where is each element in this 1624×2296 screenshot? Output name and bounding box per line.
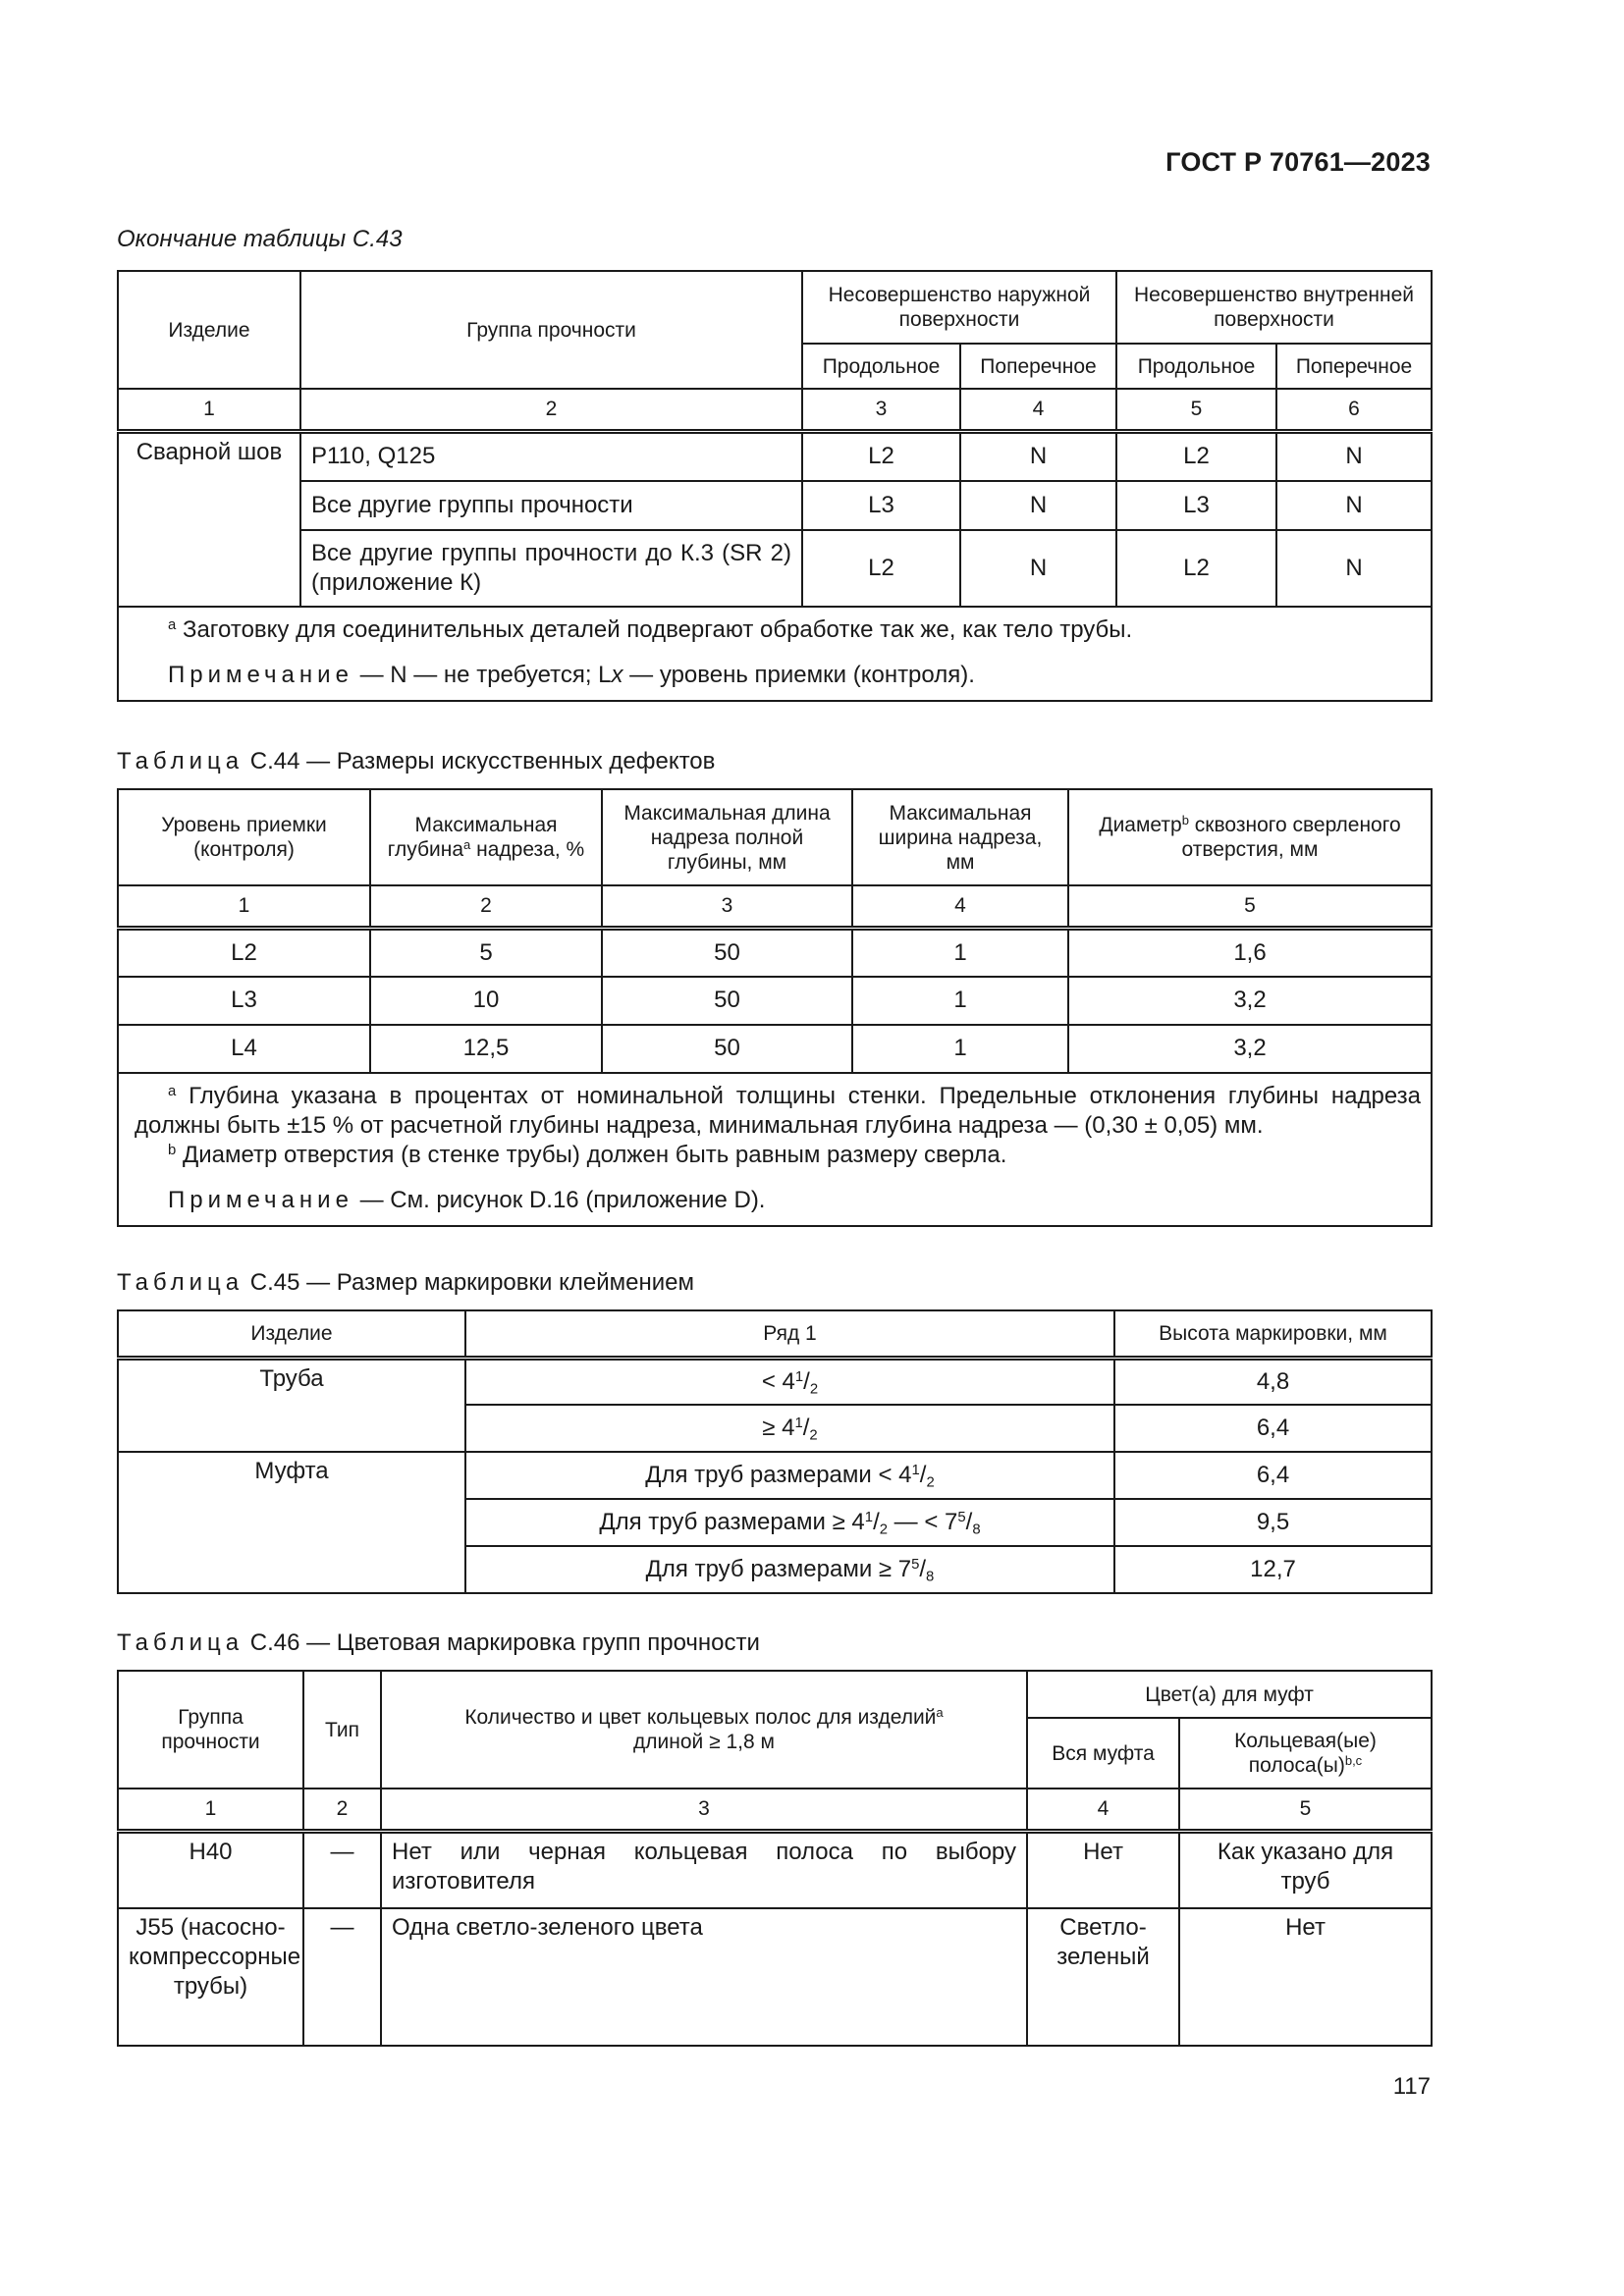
- caption-label: Таблица: [117, 1269, 244, 1296]
- table-row: [118, 1832, 1432, 1908]
- note-label: Примечание: [168, 661, 353, 688]
- table-c43-caption: Окончание таблицы С.43: [117, 226, 403, 252]
- header-stripes: [381, 1671, 1027, 1789]
- document-id: ГОСТ Р 70761—2023: [1165, 147, 1431, 177]
- value-cell: 12,5: [370, 1025, 602, 1073]
- fraction-numerator: 1: [911, 1462, 920, 1478]
- fraction-numerator: 1: [864, 1509, 874, 1525]
- item-coupling-cell: Муфта: [118, 1452, 465, 1593]
- footnote-cell: [118, 1073, 1432, 1226]
- value-cell: 12,7: [1114, 1546, 1432, 1593]
- size-text: < 4: [761, 1367, 795, 1395]
- fraction-slash: /: [803, 1367, 810, 1395]
- footnote-row: [118, 607, 1432, 701]
- header-text: надреза, %: [470, 838, 585, 861]
- value-cell: 1: [852, 977, 1068, 1025]
- caption-label: Таблица: [117, 1629, 244, 1656]
- column-number: 2: [300, 389, 802, 432]
- value-cell: N: [960, 432, 1116, 481]
- size-text: Для труб размерами ≥ 7: [645, 1556, 912, 1582]
- header-text: Максимальная глубина: [387, 814, 558, 861]
- header-mark-height: Высота маркировки, мм: [1114, 1310, 1432, 1358]
- column-number: 1: [118, 1789, 303, 1832]
- table-note: [135, 1186, 1421, 1215]
- footnote-b: [135, 1141, 1421, 1170]
- header-outer-long: Продольное: [802, 344, 960, 389]
- value-cell: N: [960, 481, 1116, 530]
- value-cell: 50: [602, 977, 852, 1025]
- table-row: [118, 481, 1432, 530]
- coupling-color-cell: Нет: [1027, 1832, 1179, 1908]
- value-cell: N: [960, 530, 1116, 607]
- header-outer-trans: Поперечное: [960, 344, 1116, 389]
- column-numbers-row: [118, 885, 1432, 929]
- value-cell: N: [1276, 530, 1432, 607]
- page-number: 117: [1392, 2073, 1431, 2100]
- header-acceptance-level: Уровень приемки (контроля): [118, 789, 370, 885]
- size-text: ≥ 4: [762, 1415, 795, 1441]
- value-cell: L3: [802, 481, 960, 530]
- header-text: Диаметр: [1099, 814, 1182, 836]
- footnote-row: [118, 1073, 1432, 1226]
- column-number: 5: [1179, 1789, 1432, 1832]
- table-row: [118, 432, 1432, 481]
- header-text: сквозного сверленого отверстия, мм: [1181, 814, 1401, 861]
- fraction-slash: /: [919, 1462, 927, 1488]
- note-text-b: — уровень приемки (контроля).: [623, 661, 975, 688]
- group-cell: Н40: [118, 1832, 303, 1908]
- header-inner-trans: Поперечное: [1276, 344, 1432, 389]
- table-note: [135, 661, 1421, 690]
- fraction-denominator: 2: [926, 1474, 935, 1491]
- group-cell: Все другие группы прочности: [300, 481, 802, 530]
- value-cell: 3,2: [1068, 977, 1432, 1025]
- caption-label: Таблица: [117, 748, 244, 774]
- footnote-a: [135, 1082, 1421, 1141]
- footnote-mark: b: [168, 1142, 177, 1158]
- footnote-mark: a: [936, 1704, 944, 1720]
- fraction-slash: /: [802, 1415, 810, 1441]
- note-text-a: — N — не требуется; L: [352, 661, 612, 688]
- column-number: 4: [960, 389, 1116, 432]
- value-cell: L2: [802, 530, 960, 607]
- fraction-slash: /: [873, 1509, 880, 1535]
- header-strength-group: Группа прочности: [118, 1671, 303, 1789]
- footnote-text: Глубина указана в процентах от номинальной толщины стенки. Предельные отклонения глубины надреза должны быть ±15 % от расчетной глубины надреза, минимальная глубина надреза — (0,30 ± 0,05) мм.: [135, 1082, 1421, 1139]
- value-cell: 5: [370, 929, 602, 977]
- header-outer-surface: Несовершенство наружной поверхности: [802, 271, 1116, 344]
- footnote-mark: b: [1181, 812, 1189, 828]
- footnote-mark: a: [463, 836, 471, 852]
- value-cell: 1,6: [1068, 929, 1432, 977]
- value-cell: L2: [802, 432, 960, 481]
- column-number: 1: [118, 389, 300, 432]
- table-c44-caption: [117, 747, 715, 776]
- column-number: 2: [370, 885, 602, 929]
- fraction-numerator: 5: [911, 1556, 920, 1573]
- fraction-slash: /: [919, 1556, 927, 1582]
- value-cell: 50: [602, 929, 852, 977]
- group-cell: J55 (насосно-компрессорные трубы): [118, 1908, 303, 2046]
- table-row: [118, 929, 1432, 977]
- table-c45-caption: [117, 1268, 694, 1298]
- header-max-depth: [370, 789, 602, 885]
- document-page: [117, 0, 1431, 2296]
- fraction-denominator: 8: [926, 1569, 935, 1585]
- header-ring-stripes: [1179, 1718, 1432, 1789]
- footnote-mark: b,c: [1344, 1752, 1363, 1768]
- size-cell: [465, 1499, 1114, 1546]
- value-cell: 6,4: [1114, 1405, 1432, 1452]
- table-c45: [117, 1309, 1433, 1594]
- table-row: [118, 1025, 1432, 1073]
- type-cell: —: [303, 1832, 381, 1908]
- header-item: Изделие: [118, 1310, 465, 1358]
- value-cell: L3: [118, 977, 370, 1025]
- ring-stripe-cell: Нет: [1179, 1908, 1432, 2046]
- value-cell: 3,2: [1068, 1025, 1432, 1073]
- column-number: 3: [802, 389, 960, 432]
- fraction-numerator: 1: [794, 1368, 804, 1385]
- header-text: длиной ≥ 1,8 м: [633, 1731, 775, 1753]
- size-cell: [465, 1546, 1114, 1593]
- header-type: Тип: [303, 1671, 381, 1789]
- caption-text: С.44 — Размеры искусственных дефектов: [244, 748, 716, 774]
- value-cell: N: [1276, 481, 1432, 530]
- value-cell: 4,8: [1114, 1358, 1432, 1405]
- footnote-text: Диаметр отверстия (в стенке трубы) должен быть равным размеру сверла.: [176, 1141, 1007, 1168]
- value-cell: 50: [602, 1025, 852, 1073]
- column-number: 6: [1276, 389, 1432, 432]
- type-cell: —: [303, 1908, 381, 2046]
- column-number: 4: [852, 885, 1068, 929]
- coupling-color-cell: Светло-зеленый: [1027, 1908, 1179, 2046]
- table-row: [118, 1452, 1432, 1499]
- header-hole-diameter: [1068, 789, 1432, 885]
- header-max-width: Максимальная ширина надреза, мм: [852, 789, 1068, 885]
- header-row-1: Ряд 1: [465, 1310, 1114, 1358]
- group-cell: Р110, Q125: [300, 432, 802, 481]
- item-name-cell: Сварной шов: [118, 432, 300, 607]
- group-cell: Все другие группы прочности до К.3 (SR 2) (приложение К): [300, 530, 802, 607]
- value-cell: 10: [370, 977, 602, 1025]
- size-text: — < 7: [888, 1509, 958, 1535]
- column-number: 5: [1068, 885, 1432, 929]
- table-row: [118, 1358, 1432, 1405]
- header-text: Количество и цвет кольцевых полос для изделий: [464, 1706, 937, 1729]
- column-number: 3: [602, 885, 852, 929]
- value-cell: L4: [118, 1025, 370, 1073]
- size-text: Для труб размерами ≥ 4: [599, 1509, 865, 1535]
- header-item: Изделие: [118, 271, 300, 389]
- note-text: — См. рисунок D.16 (приложение D).: [352, 1186, 766, 1213]
- caption-text: С.46 — Цветовая маркировка групп прочности: [244, 1629, 760, 1656]
- value-cell: 1: [852, 1025, 1068, 1073]
- size-cell: [465, 1358, 1114, 1405]
- caption-text: С.45 — Размер маркировки клеймением: [244, 1269, 694, 1296]
- table-c46: [117, 1670, 1433, 2047]
- value-cell: L2: [1116, 530, 1276, 607]
- header-coupling-colors: Цвет(а) для муфт: [1027, 1671, 1432, 1718]
- header-max-length: Максимальная длина надреза полной глубины, мм: [602, 789, 852, 885]
- fraction-denominator: 8: [972, 1522, 981, 1538]
- table-row: [118, 977, 1432, 1025]
- column-number: 2: [303, 1789, 381, 1832]
- footnote-mark: a: [168, 1083, 177, 1099]
- value-cell: L2: [118, 929, 370, 977]
- fraction-denominator: 2: [879, 1522, 889, 1538]
- value-cell: 1: [852, 929, 1068, 977]
- value-cell: N: [1276, 432, 1432, 481]
- value-cell: L3: [1116, 481, 1276, 530]
- item-pipe-cell: Труба: [118, 1358, 465, 1452]
- value-cell: 6,4: [1114, 1452, 1432, 1499]
- table-c43: [117, 270, 1433, 702]
- fraction-denominator: 2: [809, 1427, 818, 1444]
- footnote-text: Заготовку для соединительных деталей подвергают обработке так же, как тело трубы.: [182, 615, 1133, 643]
- stripes-cell: Одна светло-зеленого цвета: [381, 1908, 1027, 2046]
- note-label: Примечание: [168, 1186, 353, 1213]
- footnote-a: [135, 615, 1421, 645]
- header-group: Группа прочности: [300, 271, 802, 389]
- value-cell: 9,5: [1114, 1499, 1432, 1546]
- column-number: 4: [1027, 1789, 1179, 1832]
- column-number: 1: [118, 885, 370, 929]
- column-number: 5: [1116, 389, 1276, 432]
- table-row: [118, 1908, 1432, 2046]
- header-inner-surface: Несовершенство внутренней поверхности: [1116, 271, 1432, 344]
- footnote-cell: [118, 607, 1432, 701]
- size-text: Для труб размерами < 4: [645, 1462, 912, 1488]
- header-inner-long: Продольное: [1116, 344, 1276, 389]
- header-text: Кольцевая(ые) полоса(ы): [1234, 1730, 1377, 1777]
- note-text-x: x: [611, 661, 623, 688]
- fraction-denominator: 2: [809, 1381, 819, 1398]
- fraction-numerator: 1: [794, 1415, 803, 1431]
- column-numbers-row: [118, 1789, 1432, 1832]
- value-cell: L2: [1116, 432, 1276, 481]
- size-cell: [465, 1452, 1114, 1499]
- column-numbers-row: [118, 389, 1432, 432]
- table-row: [118, 530, 1432, 607]
- column-number: 3: [381, 1789, 1027, 1832]
- table-c46-caption: [117, 1629, 760, 1658]
- header-whole-coupling: Вся муфта: [1027, 1718, 1179, 1789]
- size-cell: [465, 1405, 1114, 1452]
- ring-stripe-cell: Как указано для труб: [1179, 1832, 1432, 1908]
- footnote-mark: a: [168, 616, 177, 633]
- stripes-cell: Нет или черная кольцевая полоса по выбору изготовителя: [381, 1832, 1027, 1908]
- fraction-slash: /: [965, 1509, 973, 1535]
- table-c44: [117, 788, 1433, 1227]
- fraction-numerator: 5: [957, 1509, 966, 1525]
